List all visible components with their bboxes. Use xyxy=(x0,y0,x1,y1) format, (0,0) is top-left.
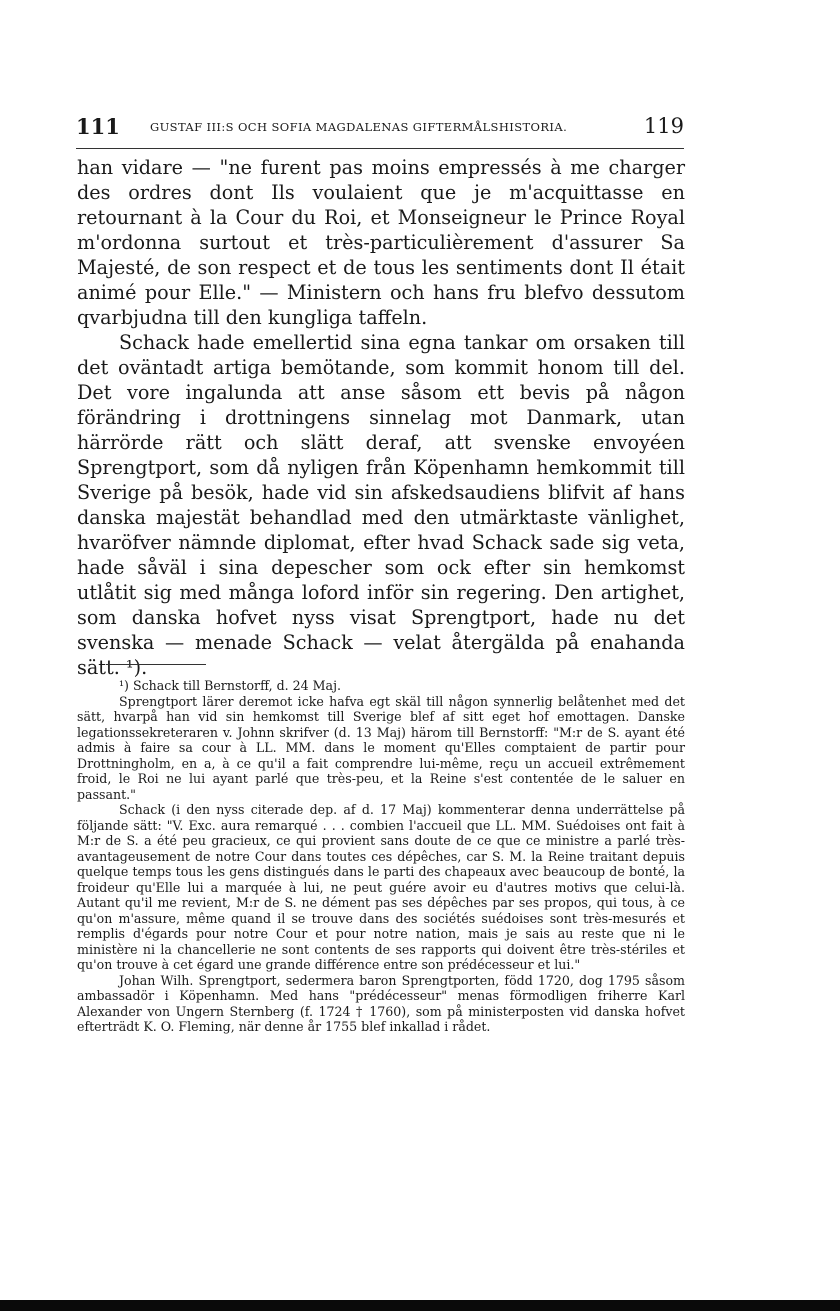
footnotes xyxy=(77,678,685,1035)
body-paragraph: Schack hade emellertid sina egna tankar om orsaken till det oväntadt artiga bemötande, som kommit honom till del. Det vore ingalunda att anse såsom ett bevis på någon förändring i drottningens sinnelag mot Danmark, utan härrörde rätt och slätt deraf, att svenske envoyéen Sprengtport, som då nyligen från Köpenhamn hemkommit till Sverige på besök, hade vid sin afskedsaudiens blifvit af hans danska majestät behandlad med den utmärktaste vänlighet, hvaröfver nämnde diplomat, efter hvad Schack sade sig veta, hade såväl i sina depescher som ock efter sin hemkomst utlåtit sig med många loford inför sin regering. Den artighet, som danska hofvet nyss visat Sprengtport, hade nu det svenska — menade Schack — velat återgälda på enahanda sätt. ¹). xyxy=(77,331,685,679)
page-header xyxy=(76,112,684,142)
page-number-right: 119 xyxy=(643,114,684,138)
footnote-rule xyxy=(106,664,206,665)
footnote: Johan Wilh. Sprengtport, sedermera baron Sprengtporten, född 1720, dog 1795 såsom ambassadör i Köpenhamn. Med hans "prédécesseur" menas förmodligen friherre Karl Alexander von Ungern Sternberg (f. 1724 † 1760), som på ministerposten vid danska hofvet efterträdt K. O. Fleming, när denne år 1755 blef inkallad i rådet. xyxy=(77,972,685,1034)
footnote: Sprengtport lärer deremot icke hafva egt skäl till någon synnerlig belåtenhet med det sätt, hvarpå han vid sin hemkomst till Sverige blef af sitt eget hof emottagen. Danske legationssekreteraren v. Johnn skrifver (d. 13 Maj) härom till Bernstorff: "M:r de S. ayant été admis à faire sa cour à LL. MM. dans le moment qu'Elles comptaient de partir pour Drottningholm, en a, à ce qu'il a fait comprendre lui-même, reçu un accueil extrêmement froid, le Roi ne lui ayant parlé que très-peu, et la Reine s'est contentée de le saluer en passant." xyxy=(77,693,685,802)
running-title: GUSTAF III:S OCH SOFIA MAGDALENAS GIFTERMÅLSHISTORIA. xyxy=(150,120,568,134)
body-paragraph: han vidare — "ne furent pas moins empressés à me charger des ordres dont Ils voulaient que je m'acquittasse en retournant à la Cour du Roi, et Monseigneur le Prince Royal m'ordonna surtout et très-particulièrement d'assurer Sa Majesté, de son respect et de tous les sentiments dont Il était animé pour Elle." — Ministern och hans fru blefvo dessutom qvarbjudna till den kungliga taffeln. xyxy=(77,156,685,329)
body-text xyxy=(77,155,685,680)
scan-edge-bar xyxy=(0,1300,840,1311)
header-rule xyxy=(76,148,684,149)
page-number-left: 111 xyxy=(76,114,120,139)
footnote: Schack (i den nyss citerade dep. af d. 17 Maj) kommenterar denna underrättelse på följande sätt: "V. Exc. aura remarqué . . . combien l'accueil que LL. MM. Suédoises ont fait à M:r de S. a été peu gracieux, ce qui provient sans doute de ce que ce ministre a parlé très-avantageusement de notre Cour dans toutes ces dépêches, car S. M. la Reine traitant depuis quelque temps tous les gens distingués dans le parti des chapeaux avec beaucoup de bonté, la froideur qu'Elle lui a marquée à lui, ne peut guére avoir eu d'autres motivs que celui-là. Autant qu'il me revient, M:r de S. ne dément pas ses dépêches par ses propos, qui tous, à ce qu'on m'assure, même quand il se trouve dans des sociétés suédoises sont très-mesurés et remplis d'égards pour notre Cour et pour notre nation, mais je sais au reste que ni le ministère ni la chancellerie ne sont contents de ses rapports qui doivent être très-stériles et qu'on trouve à cet égard une grande différence entre son prédécesseur et lui." xyxy=(77,802,685,972)
footnote: ¹) Schack till Bernstorff, d. 24 Maj. xyxy=(119,678,341,693)
